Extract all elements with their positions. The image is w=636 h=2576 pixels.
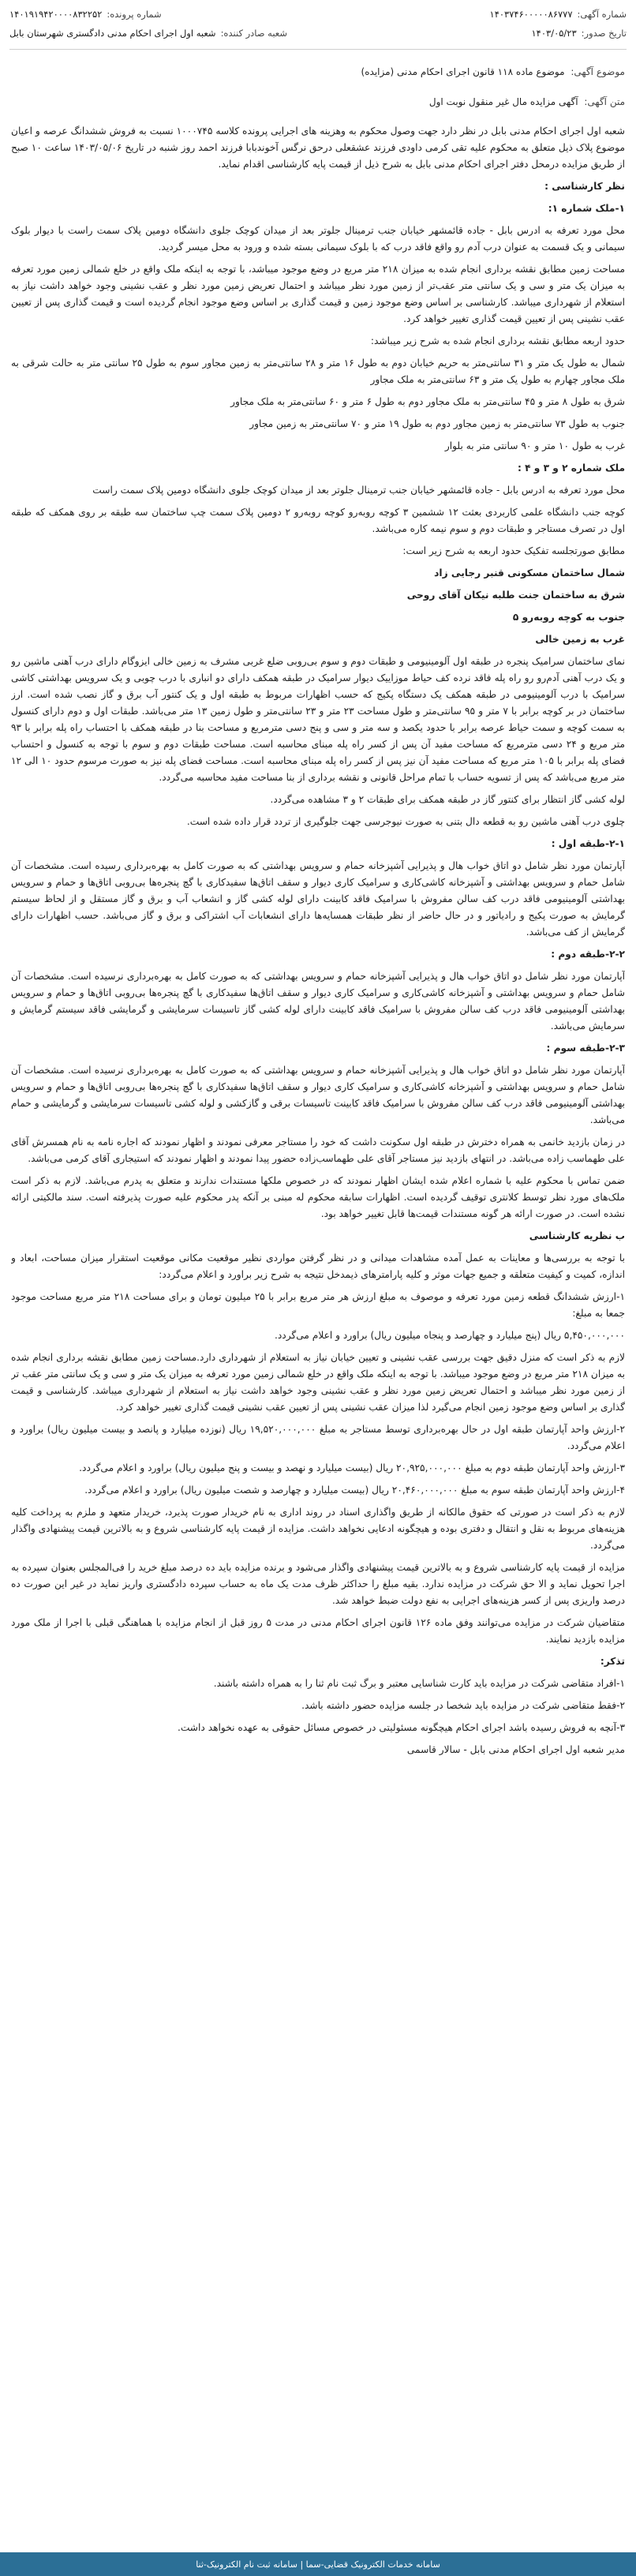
paragraph: ۲-فقط متقاضی شرکت در مزایده باید شخصا در جلسه مزایده حضور داشته باشد. <box>301 1700 625 1711</box>
subject-line <box>11 66 625 77</box>
paragraph: شمال ساختمان مسکونی قنبر رجایی زاد <box>434 567 625 578</box>
paragraph: ۵,۴۵۰,۰۰۰,۰۰۰ ریال (پنج میلیارد و چهارصد و پنجاه میلیون ریال) براورد و اعلام می‌گردد. <box>274 1330 625 1341</box>
paragraph: ۲-۲-طبقه دوم : <box>551 949 625 960</box>
letter-number-value: ۱۴۰۱۹۱۹۴۲۰۰۰۰۸۳۲۲۵۲ <box>9 9 103 20</box>
issuer <box>9 28 287 39</box>
paragraph: نظر کارشناسی : <box>544 181 625 192</box>
paragraph: تذکر: <box>600 1656 625 1667</box>
paragraph: مطابق صورتجلسه تفکیک حدود اربعه به شرح زیر است: <box>402 545 625 556</box>
meta-row-1 <box>9 6 627 22</box>
paragraph: مدیر شعبه اول اجرای احکام مدنی بابل - سالار قاسمی <box>406 1744 625 1755</box>
doc-number-value: ۱۴۰۳۷۴۶۰۰۰۰۰۸۶۷۷۷ <box>489 9 573 20</box>
paragraph: لوله کشی گاز انتظار برای کنتور گاز در طبقه همکف برای طبقات ۲ و ۳ مشاهده می‌گردد. <box>270 794 625 805</box>
paragraph: کوچه جنب دانشگاه علمی کاربردی بعثت ۱۲ ششمین ۳ کوچه روبه‌رو کوچه روبه‌رو ۲ دومین پلاک سمت چپ ساختمان سه طبقه بر روی همکف که طبقه اول در تصرف مستاجر و طبقات دوم و سوم نیمه کاره می‌باشد. <box>11 507 625 534</box>
letter-number-label: شماره پرونده: <box>107 9 162 20</box>
paragraph: محل مورد تعرفه به ادرس بابل - جاده قائمشهر خیابان جنب ترمینال جلوتر بعد از میدان کوچک جلوی دانشگاه دومین پلاک سمت راست <box>92 485 625 496</box>
paragraph: لازم به ذکر است در صورتی که حقوق مالکانه از طریق واگذاری اسناد در روند اداری به نام خریدار صورت پذیرد، خریدار متعهد و ملزم به پرداخت کلیه هزینه‌های مربوط به نقل و انتقال و دفتری بوده و هیچگونه ادعایی نخواهد داشت. مزایده از قیمت پایه کارشناسی شروع و به بالاترین قیمت پیشنهادی واگذار می‌گردد. <box>11 1507 625 1551</box>
issuer-value: شعبه اول اجرای احکام مدنی دادگستری شهرستان بابل <box>9 28 216 39</box>
paragraph: ۱-افراد متقاضی شرکت در مزایده باید کارت شناسایی معتبر و برگ ثبت نام ثنا را به همراه داشته باشند. <box>213 1678 625 1689</box>
paragraph: جنوب به کوچه روبه‌رو ۵ <box>512 612 625 623</box>
footer-text: سامانه خدمات الکترونیک قضایی-سما | سامانه ثبت نام الکترونیک-ثنا <box>196 2559 440 2570</box>
paragraph: آپارتمان مورد نظر شامل دو اتاق خواب هال و پذیرایی آشپزخانه حمام و سرویس بهداشتی که به صورت کامل به بهره‌برداری رسیده است. مشخصات آن شامل حمام و سرویس بهداشتی و آشپزخانه کاشی‌کاری و سرامیک کاری دیوار و سقف اتاق‌ها سفیدکاری با گچ پنجره‌ها بی‌روبی اتاق‌ها و حمام و سرویس بهداشتی آلومینیومی فاقد درب کف سالن مفروش با سرامیک فاقد کابینت دارای لوله کشی گاز و انشعاب آب و برق و گاز مستقل و از لحاظ سیستم گرمایش به صورت پکیج و رادیاتور و در حال حاضر از نظر طبقات همسایه‌ها دارای انشعابات آب اشتراکی و برق و گاز می‌باشد. حسب اظهارات دارای گرمایش از کف می‌باشد. <box>11 860 625 938</box>
header-divider <box>9 49 627 50</box>
paragraph: ۱-ملک شماره ۱: <box>548 203 625 214</box>
issue-date <box>532 28 627 39</box>
paragraph: ۳-ارزش واحد آپارتمان طبقه دوم به مبلغ ۲۰,۹۲۵,۰۰۰,۰۰۰ ریال (بیست میلیارد و نهصد و بیست و پنج میلیون ریال) براورد و اعلام می‌گردد. <box>79 1462 625 1473</box>
paragraph: ب نظریه کارشناسی <box>529 1230 625 1241</box>
paragraph: با توجه به بررسی‌ها و معاینات به عمل آمده مشاهدات میدانی و در نظر گرفتن مواردی نظیر موقعیت مکانی موقعیت استقرار میزان مساحت، ابعاد و اندازه، کمیت و کیفیت متعلقه و جمیع جهات موثر و کلیه پارامترهای ذیمدخل نتیجه به شرح زیر براورد و اعلام می‌گردد: <box>11 1252 625 1280</box>
paragraph: محل مورد تعرفه به ادرس بابل - جاده قائمشهر خیابان جنب ترمینال جلوتر بعد از میدان کوچک جلوی دانشگاه دومین پلاک سمت راست با دیوار بلوک سیمانی و یک قسمت به عنوان درب آدم رو واقع فاقد درب که با بلوک سیمانی بسته شده و ورود به محل میسر گردید. <box>11 225 625 253</box>
paragraph: غرب به زمین خالی <box>535 634 625 645</box>
paragraph: ۳-آنچه به فروش رسیده باشد اجرای احکام هیچگونه مسئولیتی در خصوص مسائل حقوقی به عهده نخواهد داشت. <box>177 1722 625 1733</box>
paragraph: ملک شماره ۲ و ۳ و ۴ : <box>517 462 625 474</box>
paragraph: ۱-ارزش ششدانگ قطعه زمین مورد تعرفه و موصوف به مبلغ ارزش هر متر مربع برابر با ۲۵ میلیون تومان و برای مساحت ۲۱۸ متر مربع مساحت موجود جمعا به مبلغ: <box>11 1291 625 1319</box>
paragraph: آپارتمان مورد نظر شامل دو اتاق خواب هال و پذیرایی آشپزخانه حمام و سرویس بهداشتی که به صورت کامل به بهره‌برداری نرسیده است. مشخصات آن شامل حمام و سرویس بهداشتی و آشپزخانه کاشی‌کاری و سرامیک کاری دیوار و سقف اتاق‌ها سفیدکاری با گچ پنجره‌ها بی‌روبی اتاق‌ها و حمام و سرویس بهداشتی آلومینیومی فاقد درب کف سالن مفروش با سرامیک فاقد کابینت دارای لوله کشی گاز تاسیسات سرمایشی و گرمایشی فاقد سیستم گرمایش و سرمایش می‌باشد. <box>11 971 625 1032</box>
issuer-label: شعبه صادر کننده: <box>220 28 287 39</box>
doc-number-label: شماره آگهی: <box>577 9 627 20</box>
paragraph: مزایده از قیمت پایه کارشناسی شروع و به بالاترین قیمت پیشنهادی واگذار می‌شود و برنده مزایده باید ده درصد مبلغ خرید را فی‌المجلس بعنوان سپرده به اجرا تحویل نماید و الا حق شرکت در مزایده ندارد. بقیه مبلغ را حداکثر ظرف مدت یک ماه به حساب سپرده دادگستری واریز نماید در غیر این صورت ده درصد واریزی پس از کسر هزینه‌های اجرایی به نفع دولت ضبط خواهد شد. <box>11 1562 625 1606</box>
paragraph: متقاضیان شرکت در مزایده می‌توانند وفق ماده ۱۲۶ قانون اجرای احکام مدنی در مدت ۵ روز قبل از انجام مزایده با هماهنگی قبلی با اجرا از ملک مورد مزایده بازدید نمایند. <box>11 1617 625 1645</box>
meta-row-2 <box>9 25 627 41</box>
paragraph: چلوی درب آهنی ماشین رو به قطعه دال بتنی به صورت نیوجرسی جهت جلوگیری از تردد قرار داده شده است. <box>186 816 625 827</box>
letter-number <box>9 9 162 20</box>
paragraph: ضمن تماس با محکوم علیه با شماره اعلام شده ایشان اظهار نمودند که در خصوص ملکها مستندات ندارند و متعلق به پدرم می‌باشد. لازم به ذکر است ملک‌های مورد نظر توسط کلانتری توقیف گردیده است. اظهارات سابقه محکوم له مبنی بر آنکه پدر محکوم علیه صورت پذیرفته است. سند مالکیتی ارائه نشده است. در صورت ارائه هر گونه مستندات قیمت‌ها قابل تغییر خواهد بود. <box>11 1175 625 1219</box>
paragraph: ۲-ارزش واحد آپارتمان طبقه اول در حال بهره‌برداری توسط مستاجر به مبلغ ۱۹,۵۲۰,۰۰۰,۰۰۰ ریال (نوزده میلیارد و پانصد و بیست میلیون ریال) براورد و اعلام می‌گردد. <box>11 1424 625 1451</box>
title-line <box>11 96 625 107</box>
paragraph: ۴-ارزش واحد آپارتمان طبقه سوم به مبلغ ۲۰,۴۶۰,۰۰۰,۰۰۰ ریال (بیست میلیارد و چهارصد و شصت میلیون ریال) براورد و اعلام می‌گردد. <box>84 1485 625 1496</box>
paragraph: شرق به طول ۸ متر و ۴۵ سانتی‌متر به ملک مجاور دوم به طول ۶ متر و ۶۰ سانتی‌متر به ملک مجاور <box>230 396 625 407</box>
issue-date-value: ۱۴۰۳/۰۵/۲۳ <box>531 28 577 39</box>
paragraph: در زمان بازدید خانمی به همراه دخترش در طبقه اول سکونت داشت که خود را مستاجر معرفی نمودند و اظهار نمودند که اجاره نامه به نام همسرش آقای علی طهماسب زاده می‌باشد. در انتهای بازدید نیز مستاجر آقای علی طهماسب‌زاده حضور پیدا نمودند و اظهار نمودند که استیجاری آقای کرمی می‌باشد. <box>11 1136 625 1164</box>
doc-number <box>490 9 627 20</box>
paragraph: آپارتمان مورد نظر شامل دو اتاق خواب هال و پذیرایی آشپزخانه حمام و سرویس بهداشتی که به صورت کامل به بهره‌برداری نرسیده است. مشخصات آن شامل حمام و سرویس بهداشتی و آشپزخانه کاشی‌کاری و سرامیک کاری دیوار و سقف اتاق‌ها سفیدکاری با گچ پنجره‌ها بی‌روبی اتاق‌ها و حمام و سرویس بهداشتی آلومینیومی فاقد درب کف سالن مفروش با سرامیک فاقد کابینت تاسیسات برقی و گازکشی و لوله کشی تاسیسات سرمایشی و گرمایشی و حمام می‌باشد. <box>11 1065 625 1125</box>
paragraph: شعبه اول اجرای احکام مدنی بابل در نظر دارد جهت وصول محکوم به وهزینه های اجرایی پرونده کلاسه ۱۰۰۰۷۴۵ نسبت به فروش ششدانگ عرصه و اعیان موضوع پلاک ذیل متعلق به محکوم علیه تقی کرمی داودی فرزند عشقعلی درحق نرگس آخوندبابا فرزند احمد روز شنبه در تاریخ ۱۴۰۳/۰۵/۰۶ ساعت ۱۰ صبح از طریق مزایده درمحل دفتر اجرای احکام مدنی بابل به شرح ذیل از قیمت پایه کارشناسی اقدام نماید. <box>11 125 625 170</box>
issue-date-label: تاریخ صدور: <box>581 28 627 39</box>
paragraph: غرب به طول ۱۰ متر و ۹۰ سانتی متر به بلوار <box>444 440 625 451</box>
paragraph: شمال به طول یک متر و ۳۱ سانتی‌متر به حریم خیابان دوم به طول ۱۶ متر و ۲۸ سانتی‌متر به زمین مجاور سوم به طول ۲۵ سانتی متر به حالت شرقی به ملک مجاور چهارم به طول یک متر و ۶۳ سانتی‌متر به ملک مجاور <box>11 358 625 385</box>
subject-value: موضوع ماده ۱۱۸ قانون اجرای احکام مدنی (مزایده) <box>361 66 565 77</box>
paragraph: حدود اربعه مطابق نقشه برداری انجام شده به شرح زیر میباشد: <box>370 335 625 346</box>
title-value: آگهی مزایده مال غیر منقول نوبت اول <box>428 96 578 107</box>
paragraph: لازم به ذکر است که منزل دقیق جهت بررسی عقب نشینی و تعیین خیابان نیاز به استعلام از شهرداری دارد.مساحت زمین مطابق نقشه برداری انجام شده به میزان ۲۱۸ متر مربع در وضع موجود میباشد. با توجه به اینکه ملک واقع در خلع شمالی زمین مورد تعرفه به میزان یک متر و سی و یک سانتی متر عقب تر از زمین مورد نظر میباشد و احتمال تعریض زمین مورد نظر و عقب نشینی وجود خواهد داشت نیاز به استعلام از شهرداری میباشد. کارشناسی و قیمت گذاری بر اساس وضع موجود زمین انجام می‌گیرد لذا میزان عقب نشینی پس از تعیین عقب نشینی قیمت گذاری تغییر خواهد کرد. <box>11 1352 625 1413</box>
paragraph: ۲-۱-طبقه اول : <box>551 838 625 849</box>
paragraph: نمای ساختمان سرامیک پنجره در طبقه اول آلومینیومی و طبقات دوم و سوم بی‌روبی ضلع غربی مشرف به زمین خالی ایزوگام دارای درب آهنی ماشین رو و یک درب آهنی آدم‌رو رو راه پله فاقد نرده کف حیاط موزاییک دیوار سرامیک در طبقه همکف دارای دو انباری با درب چوبی و یک سرویس بهداشتی کاشی سرامیک با درب آلومینیومی در طبقه همکف یک دستگاه پکیج که حسب اظهارات مربوط به طبقه اول و یک کنتور آب برق و گاز نصب شده است. ارز ساختمان در بر کوچه برابر با ۷ متر و ۹۵ سانتی‌متر و طول مساحت ۲۳ متر و ۲۳ سانتی‌متر و طول زمین ۱۳ متر می‌باشد. طبقات اول و دوم دارای کنسول به سمت کوچه و سمت حیاط عرصه برابر با حدود یکصد و سه متر و سی و پنج دسی مترمربع و مساحت بنا در طبقه همکف با احتساب راه پله برابر با ۹۳ متر مربع و ۲۴ دسی مترمربع که مساحت مفید آن پس از کسر راه پله مبنای محاسبه است. مساحت طبقات دوم و سوم با توجه به کنسول و احتساب فضای پله برابر با ۱۰۵ متر مربع که مساحت مفید آن نیز پس از کسر راه پله مبنای محاسبه است. مساحت فضای پله نیز به صورت مرسوم حدود ۱۰ الی ۱۲ متر مربع می‌باشد که پس از تسویه حساب با تمام مراحل قانونی و نقشه برداری از بنا مساحت مفید محاسبه می‌گردد. <box>11 656 625 783</box>
paragraph: جنوب به طول ۷۳ سانتی‌متر به زمین مجاور دوم به طول ۱۹ متر و ۷۰ سانتی‌متر به زمین مجاور <box>249 418 625 429</box>
paragraph: شرق به ساختمان جنت طلبه نیکان آقای روحی <box>406 590 625 601</box>
paragraph: ۲-۳-طبقه سوم : <box>546 1043 625 1054</box>
paragraph: مساحت زمین مطابق نقشه برداری انجام شده به میزان ۲۱۸ متر مربع در وضع موجود میباشد، با توجه به اینکه ملک واقع در خلع شمالی زمین مورد تعرفه به میزان یک متر و سی و یک سانتی متر عقب‌تر از زمین مورد نظر میباشد و احتمال تعریض زمین مورد نظر و عقب نشینی وجود خواهد داشت نیاز به استعلام از شهرداری میباشد. کارشناسی بر اساس وضع موجود زمین و قیمت گذاری بر اساس وضع موجود انجام گردیده است و قیمت گذاری پس از تعیین عقب نشینی پس از تعیین قیمت گذاری تغییر خواهد کرد. <box>11 264 625 324</box>
notice-body <box>11 123 625 2541</box>
subject-label: موضوع آگهی: <box>571 66 625 77</box>
title-label: متن آگهی: <box>584 96 625 107</box>
footer-bar <box>0 2552 636 2576</box>
